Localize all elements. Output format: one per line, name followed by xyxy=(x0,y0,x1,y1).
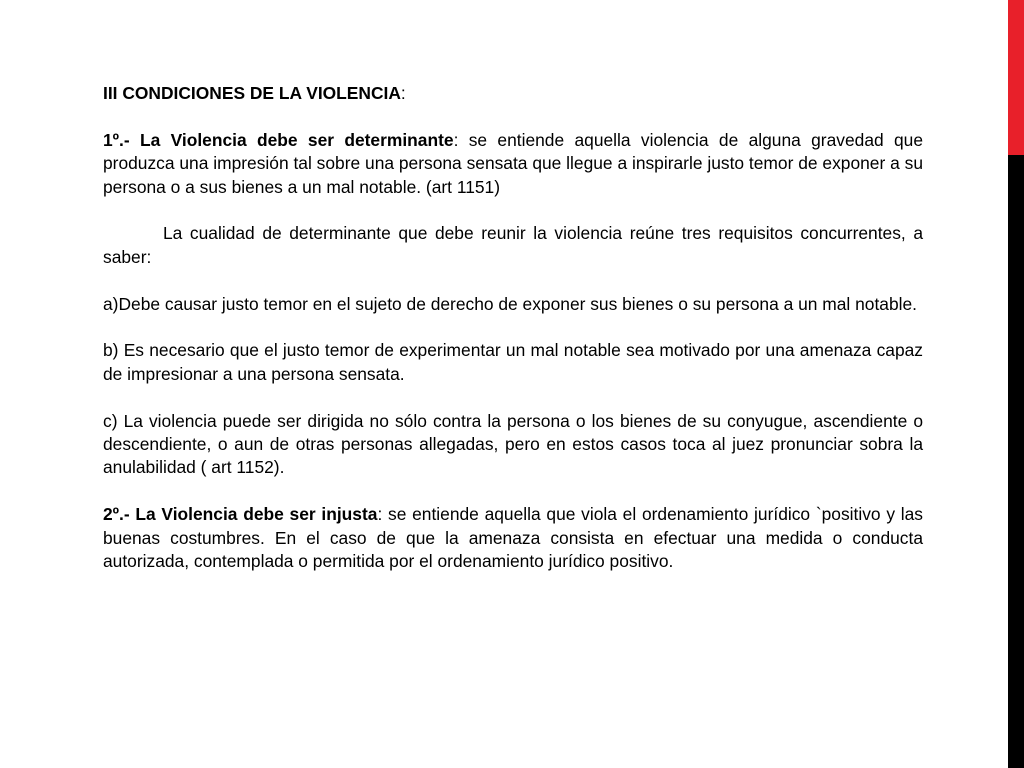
paragraph-determinante xyxy=(103,129,923,199)
paragraph-determinante-bold: 1º.- La Violencia debe ser determinante xyxy=(103,129,454,150)
paragraph-determinante-rest: : se entiende aquella violencia de alguna gravedad que produzca una impresión tal sobre una persona sensata que llegue a inspirarle justo temor de exponer a su persona o a sus bienes a un mal notable. (art 1151) xyxy=(103,129,924,197)
slide-content xyxy=(103,82,923,597)
accent-bar-black xyxy=(1008,155,1024,768)
section-heading-rest: : xyxy=(400,83,406,103)
paragraph-item-c: c) La violencia puede ser dirigida no sólo contra la persona o los bienes de su conyugue, ascendiente o descendiente, o aun de otras personas allegadas, pero en estos casos toca al juez pronunciar sobra la anulabilidad ( art 1152). xyxy=(103,410,923,478)
paragraph-item-b: b) Es necesario que el justo temor de experimentar un mal notable sea motivado por una amenaza capaz de impresionar a una persona sensata. xyxy=(103,340,923,384)
paragraph-injusta-rest: : se entiende aquella que viola el ordenamiento jurídico `positivo y las buenas costumbres. En el caso de que la amenaza consista en efectuar una medida o conducta autorizada, contemplada o permitida por el ordenamiento jurídico positivo. xyxy=(103,504,923,572)
paragraph-requisitos: La cualidad de determinante que debe reunir la violencia reúne tres requisitos concurrentes, a saber: xyxy=(103,223,923,267)
paragraph-injusta xyxy=(103,503,923,573)
paragraph-item-a: a)Debe causar justo temor en el sujeto de derecho de exponer sus bienes o su persona a un mal notable. xyxy=(103,293,918,314)
paragraph-injusta-bold: 2º.- La Violencia debe ser injusta xyxy=(103,504,378,525)
section-heading-bold: III CONDICIONES DE LA VIOLENCIA xyxy=(103,83,401,103)
section-heading xyxy=(103,82,923,105)
accent-bar-red xyxy=(1008,0,1024,155)
